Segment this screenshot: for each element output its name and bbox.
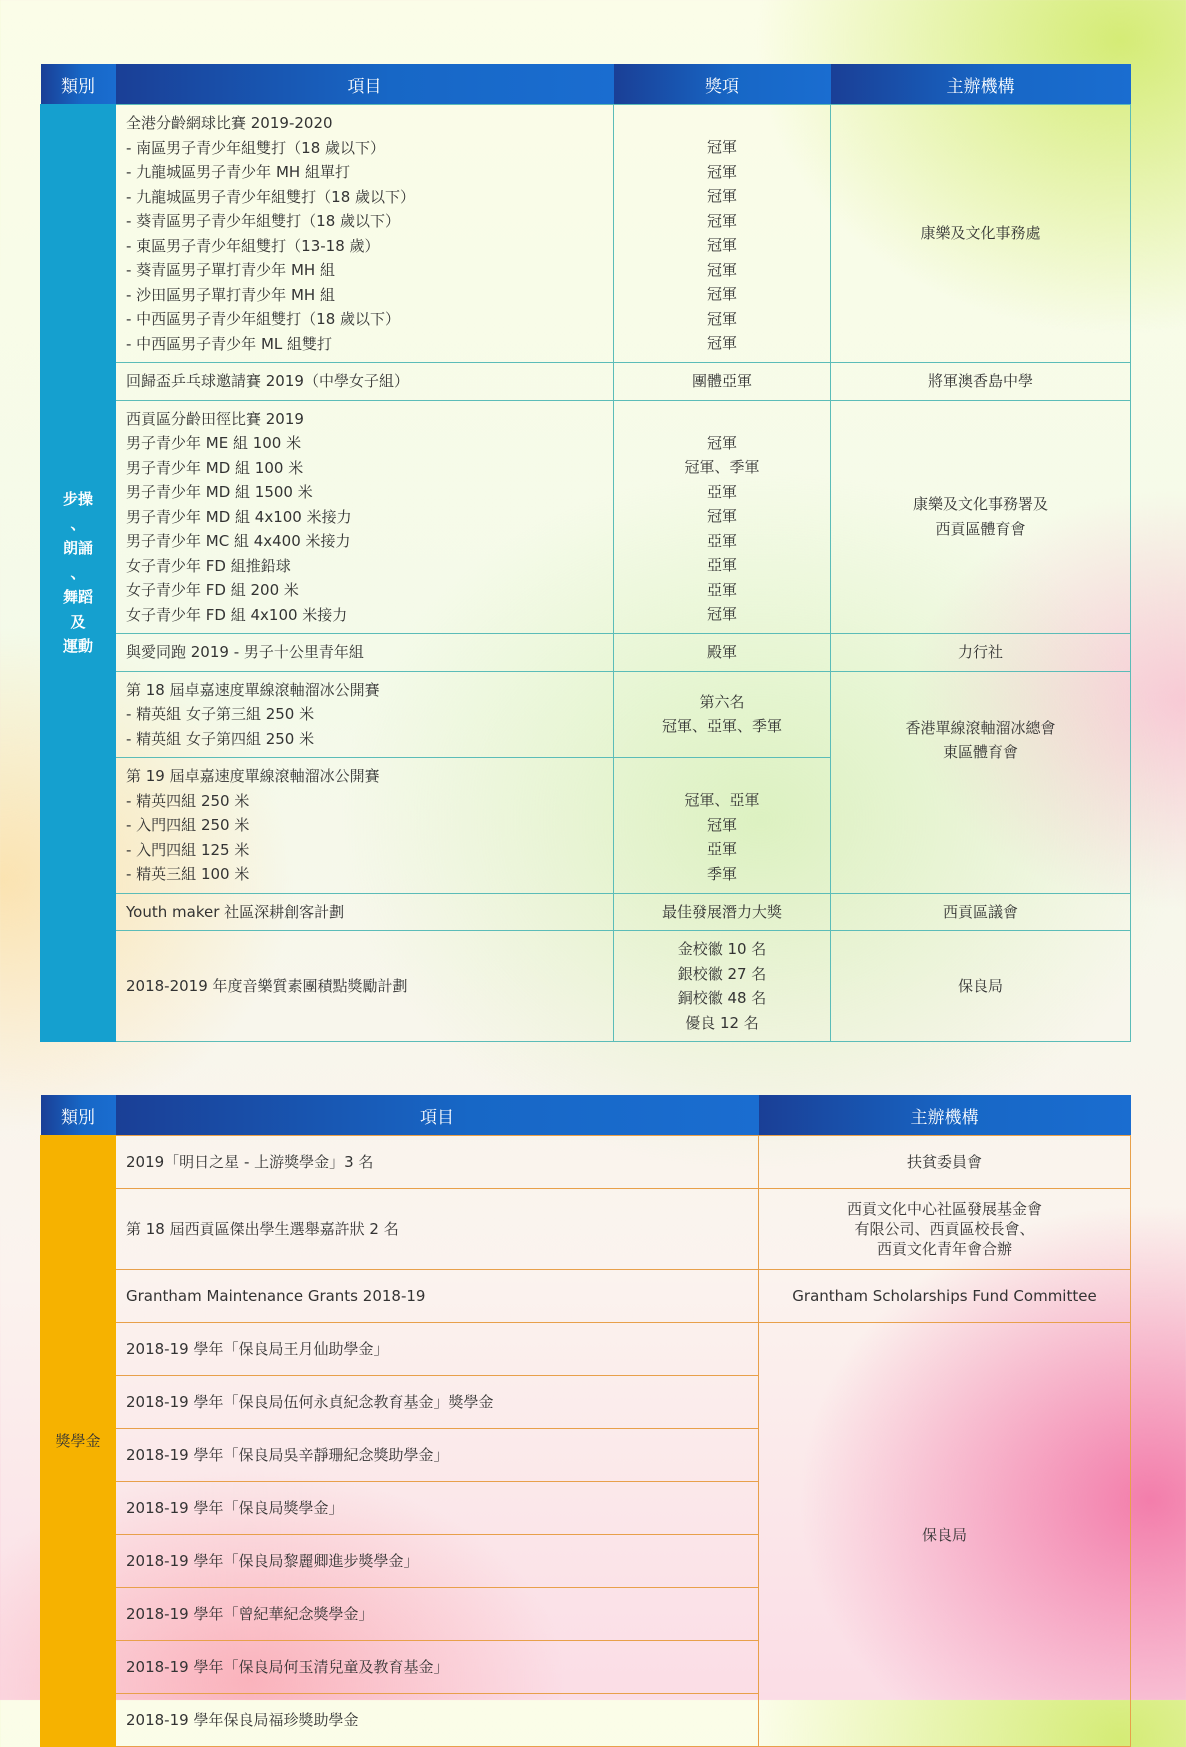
- item-line: 男子青少年 MD 組 100 米: [126, 458, 304, 477]
- table-row: [41, 931, 1131, 1042]
- item-cell: 2018-19 學年「保良局吳辛靜珊紀念獎助學金」: [116, 1429, 759, 1482]
- organizer-cell: [831, 671, 1131, 893]
- award-line: 冠軍: [706, 605, 737, 624]
- item-line: 第 19 屆卓嘉速度單線滾軸溜冰公開賽: [126, 767, 380, 785]
- item-cell: 第 18 屆西貢區傑出學生選舉嘉許狀 2 名: [116, 1189, 759, 1270]
- organizer-line: 保良局: [957, 976, 1003, 995]
- table-row: [41, 1323, 1131, 1376]
- award-cell: [614, 758, 831, 894]
- table-row: [41, 363, 1131, 401]
- award-line: 優良 12 名: [685, 1013, 759, 1032]
- scholarship-table: [40, 1095, 1131, 1747]
- organizer-line: 西貢文化青年會合辦: [876, 1240, 1012, 1258]
- category-line: 步操: [62, 490, 93, 509]
- organizer-line: 康樂及文化事務處: [920, 224, 1041, 243]
- award-line: 冠軍、亞軍、季軍: [661, 717, 782, 736]
- item-line: 男子青少年 MD 組 4x100 米接力: [126, 507, 352, 526]
- item-line: 男子青少年 MD 組 1500 米: [126, 483, 313, 501]
- item-line: - 精英組 女子第四組 250 米: [126, 729, 315, 748]
- award-line: 冠軍: [706, 309, 737, 328]
- organizer-line: Grantham Scholarships Fund Committee: [792, 1287, 1097, 1305]
- header-item: 項目: [116, 1095, 759, 1136]
- category-line: 朗誦: [62, 539, 93, 558]
- award-cell: [614, 634, 831, 672]
- award-line: 團體亞軍: [691, 372, 752, 390]
- award-line: 冠軍、亞軍: [684, 791, 760, 810]
- item-cell: 2019「明日之星 - 上游獎學金」3 名: [116, 1136, 759, 1189]
- award-line: 冠軍: [706, 187, 737, 206]
- item-cell: 2018-19 學年「保良局何玉清兒童及教育基金」: [116, 1641, 759, 1694]
- award-line: 冠軍: [706, 334, 737, 353]
- item-line: 西貢區分齡田徑比賽 2019: [126, 409, 304, 428]
- item-cell: [116, 363, 614, 401]
- header-award: 獎項: [614, 64, 831, 105]
- award-line: 金校徽 10 名: [677, 940, 767, 958]
- item-line: - 入門四組 250 米: [126, 816, 250, 834]
- item-cell: [116, 671, 614, 758]
- table-row: [41, 1136, 1131, 1189]
- sports-awards-table: [40, 64, 1131, 1042]
- item-cell: [116, 400, 614, 634]
- organizer-cell: [831, 105, 1131, 363]
- category-cell: [41, 105, 116, 1042]
- item-line: - 入門四組 125 米: [126, 840, 250, 859]
- organizer-line: 西貢區體育會: [935, 519, 1026, 538]
- item-line: - 九龍城區男子青少年 MH 組單打: [126, 163, 350, 181]
- item-line: - 九龍城區男子青少年組雙打（18 歲以下）: [126, 187, 416, 206]
- table-row: [41, 400, 1131, 634]
- organizer-cell: [759, 1136, 1131, 1189]
- item-cell: 2018-19 學年「保良局王月仙助學金」: [116, 1323, 759, 1376]
- organizer-cell: [831, 893, 1131, 931]
- award-line: 冠軍: [706, 162, 737, 181]
- item-cell: 2018-19 學年「曾紀華紀念獎學金」: [116, 1588, 759, 1641]
- award-line: 季軍: [706, 864, 737, 883]
- organizer-line: 將軍澳香島中學: [927, 372, 1033, 390]
- organizer-line: 香港單線滾軸溜冰總會: [905, 718, 1056, 737]
- award-line: 最佳發展潛力大獎: [661, 902, 782, 921]
- organizer-line: 有限公司、西貢區校長會、: [854, 1220, 1035, 1238]
- award-cell: [614, 400, 831, 634]
- item-line: 男子青少年 MC 組 4x400 米接力: [126, 532, 351, 550]
- award-line: 銅校徽 48 名: [677, 989, 767, 1007]
- category-line: 運動: [62, 637, 93, 656]
- award-line: 冠軍: [706, 285, 737, 304]
- award-cell: [614, 363, 831, 401]
- award-cell: [614, 105, 831, 363]
- table-header-row: [41, 1095, 1131, 1136]
- item-line: - 中西區男子青少年 ML 組雙打: [126, 334, 333, 353]
- award-line: 冠軍: [706, 433, 737, 452]
- award-line: 亞軍: [706, 531, 737, 550]
- organizer-line: 扶貧委員會: [906, 1153, 982, 1171]
- item-line: - 精英組 女子第三組 250 米: [126, 705, 315, 723]
- award-line: 亞軍: [706, 556, 737, 575]
- award-line: 冠軍: [706, 211, 737, 230]
- organizer-cell: [831, 400, 1131, 634]
- item-line: - 南區男子青少年組雙打（18 歲以下）: [126, 138, 386, 157]
- table-row: [41, 671, 1131, 758]
- item-line: 2018-2019 年度音樂質素團積點獎勵計劃: [126, 976, 408, 995]
- category-cell: 獎學金: [41, 1136, 116, 1747]
- item-line: - 中西區男子青少年組雙打（18 歲以下）: [126, 310, 401, 328]
- organizer-cell: [831, 931, 1131, 1042]
- organizer-cell: [759, 1270, 1131, 1323]
- organizer-cell: [831, 363, 1131, 401]
- item-line: - 精英四組 250 米: [126, 791, 250, 810]
- award-line: 冠軍: [706, 138, 737, 157]
- item-cell: [116, 931, 614, 1042]
- award-line: 冠軍、季軍: [684, 458, 760, 477]
- award-line: 銀校徽 27 名: [677, 964, 767, 983]
- item-cell: 2018-19 學年「保良局黎麗卿進步獎學金」: [116, 1535, 759, 1588]
- award-cell: [614, 671, 831, 758]
- category-line: 、: [70, 514, 86, 533]
- item-line: - 葵青區男子單打青少年 MH 組: [126, 261, 335, 279]
- organizer-cell: [759, 1189, 1131, 1270]
- header-category: 類別: [41, 1095, 116, 1136]
- item-line: Youth maker 社區深耕創客計劃: [126, 902, 345, 921]
- item-cell: [116, 893, 614, 931]
- item-line: - 東區男子青少年組雙打（13-18 歲）: [126, 236, 380, 255]
- item-cell: Grantham Maintenance Grants 2018-19: [116, 1270, 759, 1323]
- award-line: 冠軍: [706, 260, 737, 279]
- item-line: 第 18 屆卓嘉速度單線滾軸溜冰公開賽: [126, 680, 380, 699]
- item-line: 與愛同跑 2019 - 男子十公里青年組: [126, 643, 364, 661]
- organizer-line: 康樂及文化事務署及: [912, 495, 1048, 514]
- item-line: 女子青少年 FD 組 4x100 米接力: [126, 605, 348, 624]
- category-line: 、: [70, 563, 86, 582]
- table-row: [41, 1270, 1131, 1323]
- award-line: 第六名: [699, 692, 745, 711]
- header-organizer: 主辦機構: [759, 1095, 1131, 1136]
- table-row: [41, 105, 1131, 363]
- organizer-line: 西貢區議會: [942, 902, 1018, 921]
- item-cell: [116, 105, 614, 363]
- header-organizer: 主辦機構: [831, 64, 1131, 105]
- award-cell: [614, 931, 831, 1042]
- item-line: - 沙田區男子單打青少年 MH 組: [126, 285, 335, 304]
- item-line: 男子青少年 ME 組 100 米: [126, 434, 302, 452]
- item-line: - 精英三組 100 米: [126, 865, 250, 883]
- award-line: 殿軍: [706, 643, 737, 661]
- organizer-cell: [831, 634, 1131, 672]
- award-line: 冠軍: [706, 507, 737, 526]
- organizer-cell: 保良局: [759, 1323, 1131, 1747]
- award-line: 亞軍: [706, 482, 737, 501]
- award-line: 冠軍: [706, 815, 737, 834]
- category-line: 及: [70, 612, 86, 631]
- item-line: - 葵青區男子青少年組雙打（18 歲以下）: [126, 212, 401, 230]
- item-line: 全港分齡網球比賽 2019-2020: [126, 114, 333, 132]
- award-line: 亞軍: [706, 580, 737, 599]
- header-item: 項目: [116, 64, 614, 105]
- item-line: 女子青少年 FD 組推鉛球: [126, 556, 291, 575]
- table-row: [41, 893, 1131, 931]
- category-line: 舞蹈: [62, 588, 93, 607]
- item-cell: [116, 634, 614, 672]
- table-row: [41, 1189, 1131, 1270]
- table-header-row: [41, 64, 1131, 105]
- organizer-line: 力行社: [957, 643, 1003, 661]
- item-cell: 2018-19 學年保良局福珍獎助學金: [116, 1694, 759, 1747]
- item-line: 回歸盃乒乓球邀請賽 2019（中學女子組）: [126, 372, 409, 390]
- award-cell: [614, 893, 831, 931]
- item-cell: 2018-19 學年「保良局伍何永貞紀念教育基金」獎學金: [116, 1376, 759, 1429]
- item-line: 女子青少年 FD 組 200 米: [126, 581, 299, 599]
- organizer-line: 西貢文化中心社區發展基金會: [846, 1200, 1042, 1218]
- organizer-line: 東區體育會: [942, 743, 1018, 761]
- header-category: 類別: [41, 64, 116, 105]
- item-cell: 2018-19 學年「保良局獎學金」: [116, 1482, 759, 1535]
- item-cell: [116, 758, 614, 894]
- award-line: 亞軍: [706, 840, 737, 859]
- table-row: [41, 634, 1131, 672]
- award-line: 冠軍: [706, 236, 737, 255]
